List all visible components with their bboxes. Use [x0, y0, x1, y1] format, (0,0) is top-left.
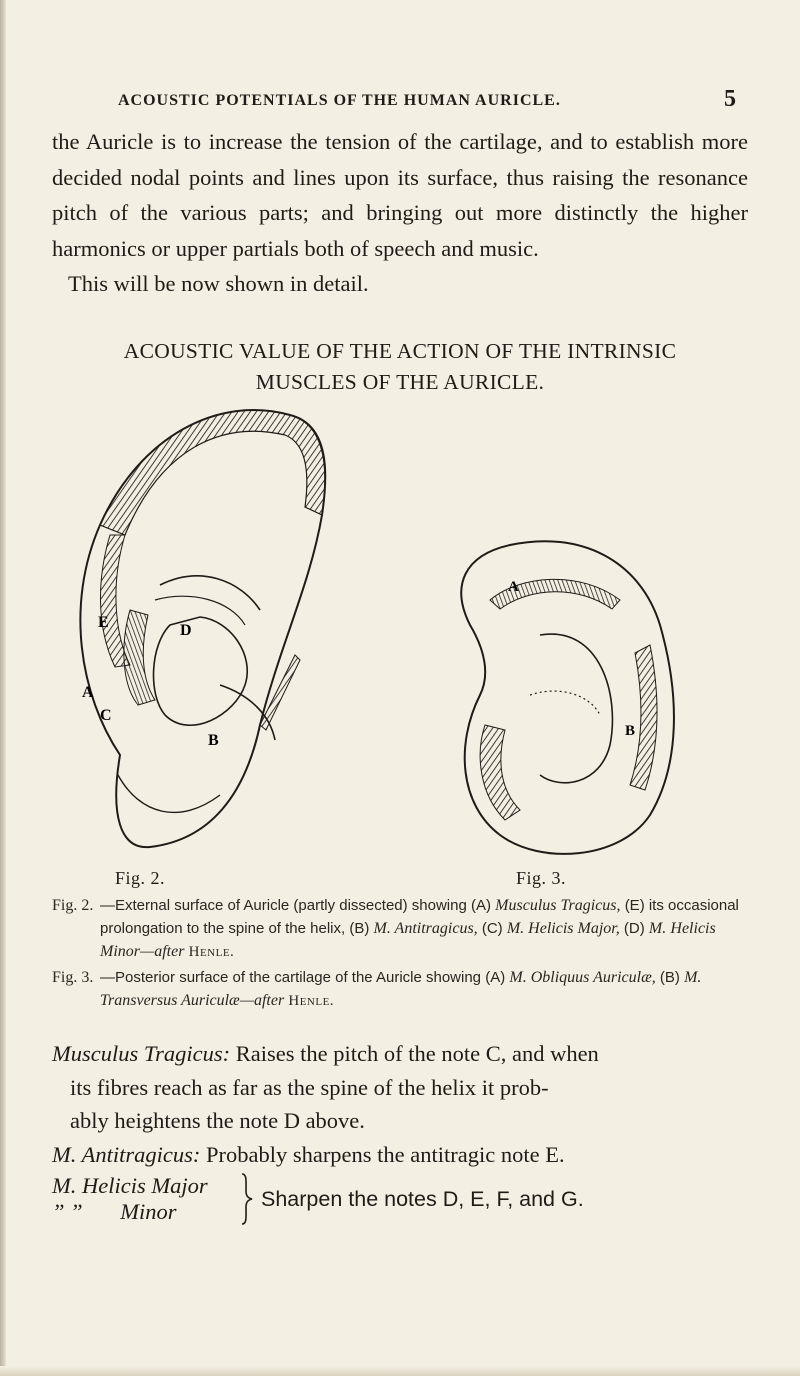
- muscle-tragicus-cont-2: ably heightens the note D above.: [70, 1108, 365, 1133]
- fig-3-label: Fig. 3.: [516, 868, 567, 888]
- caption-author: Henle.: [288, 993, 335, 1009]
- muscle-name: Musculus Tragicus:: [52, 1041, 231, 1066]
- muscle-tragicus-cont-1: its fibres reach as far as the spine of the helix it prob-: [70, 1074, 549, 1100]
- muscle-helicis-group: [52, 1169, 752, 1249]
- caption-text: (B): [659, 969, 680, 986]
- caption-text: —Posterior surface of the cartilage of the Auricle showing (A): [100, 969, 506, 986]
- fig2-marker-a: A: [82, 684, 94, 701]
- caption-fig-2-lead: Fig. 2.: [52, 897, 94, 914]
- caption-term: M. Transversus Auriculæ: [100, 969, 702, 1009]
- caption-text: the helix, (B): [285, 920, 370, 937]
- text-line: partials both of speech and music.: [232, 235, 539, 261]
- muscle-helicis-major: M. Helicis Major: [52, 1173, 208, 1198]
- figure-captions: [52, 894, 752, 1015]
- caption-term: —after: [239, 992, 285, 1009]
- paragraph-2: This will be now shown in detail.: [68, 271, 369, 296]
- muscle-descriptions: [52, 1037, 752, 1224]
- fig2-marker-c: C: [100, 707, 112, 724]
- figure-2-ear-drawing: [80, 410, 325, 847]
- caption-term: M. Antitragicus,: [373, 920, 478, 937]
- fig3-marker-b: B: [625, 723, 636, 739]
- muscle-name: M. Antitragicus:: [52, 1141, 201, 1167]
- muscle-text: Probably sharpens the antitragic note E.: [205, 1141, 565, 1167]
- caption-term: M. Obliquus Auriculæ,: [509, 969, 656, 986]
- running-head: ACOUSTIC POTENTIALS OF THE HUMAN AURICLE.: [118, 92, 561, 109]
- section-heading-line-2: MUSCLES OF THE AURICLE.: [255, 370, 545, 394]
- text-line: the Auricle is to increase the tension of the cartilage, and to: [52, 129, 608, 154]
- caption-term: Musculus Tragicus,: [495, 897, 621, 914]
- caption-text: (D): [623, 920, 645, 937]
- caption-term: —after: [140, 943, 185, 960]
- muscle-text: Raises the pitch of the note C, and when: [235, 1041, 599, 1066]
- caption-text: —External surface of Auricle (partly dissected) showing (A): [100, 897, 491, 914]
- caption-term: Helicis Minor: [100, 920, 716, 960]
- caption-fig-2: [52, 894, 752, 964]
- muscle-helicis-minor-row: [52, 1195, 177, 1229]
- caption-text: (C): [481, 920, 503, 937]
- caption-fig-3-lead: Fig. 3.: [52, 969, 94, 986]
- text-line: thus raising the resonance pitch of the various parts; and: [52, 164, 749, 225]
- page-number: 5: [724, 86, 736, 112]
- caption-text: (E) its occasional prolongation to the spine of: [100, 897, 739, 937]
- page-edge: [0, 0, 6, 1376]
- ditto-marks: ” ”: [52, 1199, 83, 1224]
- section-heading-line-1: ACOUSTIC VALUE OF THE ACTION OF THE INTRINSIC: [123, 339, 677, 363]
- brace-icon: [240, 1173, 254, 1225]
- muscle-tragicus: [52, 1037, 752, 1071]
- muscle-helicis-text: Sharpen the notes D, E, F, and G.: [261, 1187, 584, 1211]
- fig2-marker-b: B: [208, 732, 219, 749]
- page-edge-bottom: [0, 1366, 800, 1376]
- fig2-marker-d: D: [180, 622, 192, 639]
- paragraph-1: [52, 124, 748, 266]
- anatomical-figures: [60, 395, 750, 875]
- fig-2-label: Fig. 2.: [115, 868, 166, 888]
- caption-term: M.: [648, 920, 667, 937]
- caption-term: M. Helicis Major,: [506, 920, 620, 937]
- fig3-marker-a: A: [508, 579, 519, 595]
- section-heading: [52, 336, 748, 398]
- muscle-helicis-minor: Minor: [120, 1199, 177, 1224]
- body-text: [52, 124, 748, 302]
- figures-area: [60, 395, 750, 875]
- text-line: establish more decided nodal points and lines upon its surface,: [52, 129, 748, 190]
- figure-3-ear-drawing: [461, 541, 674, 854]
- text-line: bringing out more distinctly the higher harmonics or upper: [52, 200, 748, 261]
- fig2-marker-e: E: [98, 614, 109, 631]
- caption-author: Henle.: [188, 944, 235, 960]
- caption-fig-3: [52, 966, 752, 1013]
- muscle-antitragicus: [52, 1138, 752, 1172]
